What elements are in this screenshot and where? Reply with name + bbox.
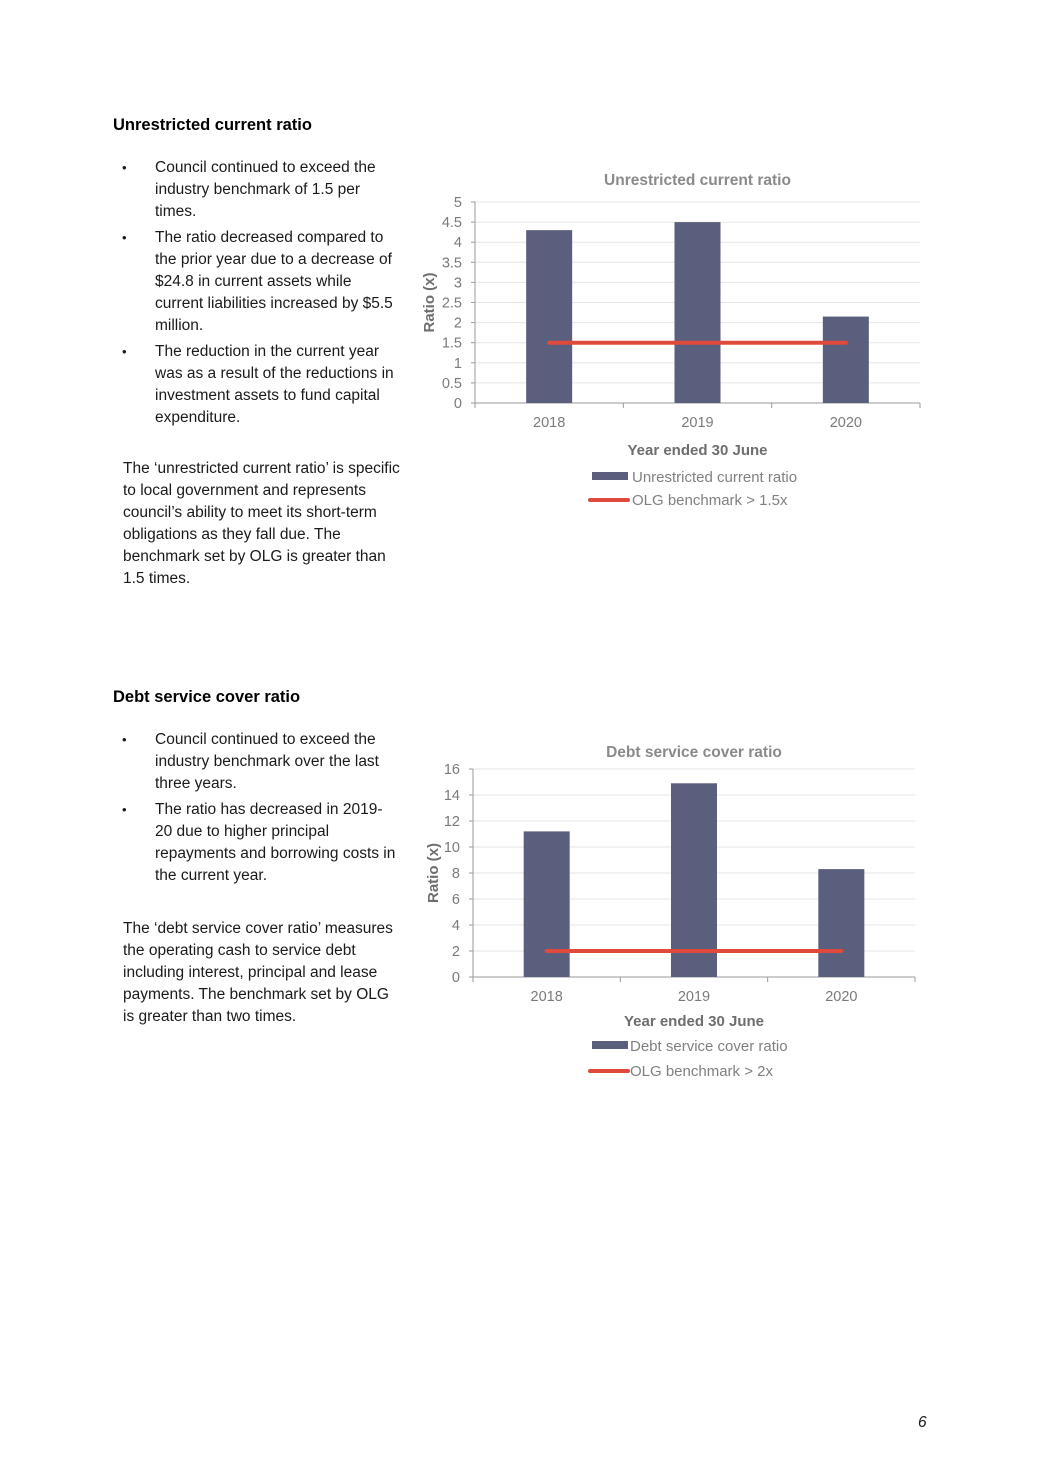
y-tick-label: 0 (453, 396, 462, 412)
y-tick-label: 2 (451, 944, 460, 960)
chart-title: Unrestricted current ratio (604, 172, 791, 189)
y-tick-label: 8 (451, 866, 460, 882)
y-tick-label: 4 (453, 235, 462, 252)
y-tick-label: 3 (453, 275, 462, 292)
y-tick-label: 0.5 (441, 375, 462, 392)
y-tick-label: 0 (451, 970, 460, 986)
legend-label: Unrestricted current ratio (632, 469, 798, 486)
x-tick-label: 2020 (829, 415, 862, 431)
legend-label: OLG benchmark > 1.5x (632, 492, 788, 509)
bullet-symbol: • (122, 732, 127, 747)
legend-bar-swatch (592, 1041, 628, 1049)
y-tick-label: 5 (453, 195, 462, 211)
bullet-text: The reduction in the current year was as a result of the reductions in investment assets to fund capital expenditure. (155, 343, 394, 426)
x-axis-label: Year ended 30 June (627, 442, 768, 459)
y-tick-label: 1 (453, 355, 462, 372)
section-heading: Debt service cover ratio (113, 688, 301, 706)
y-tick-label: 4 (451, 918, 460, 934)
y-axis-label: Ratio (x) (425, 843, 442, 903)
x-tick-label: 2018 (530, 989, 563, 1005)
y-tick-label: 4.5 (441, 215, 462, 232)
page-number: 6 (918, 1414, 927, 1431)
bullet-text: Council continued to exceed the industry benchmark over the last three years. (155, 731, 379, 792)
y-tick-label: 3.5 (441, 255, 462, 272)
y-tick-label: 2 (453, 315, 462, 332)
y-tick-label: 2.5 (441, 295, 462, 312)
bar (818, 869, 864, 977)
y-tick-label: 12 (443, 814, 460, 830)
bullet-text: Council continued to exceed the industry benchmark of 1.5 per times. (155, 159, 376, 220)
x-tick-label: 2020 (825, 989, 858, 1005)
x-tick-label: 2019 (681, 415, 714, 431)
bar (524, 831, 570, 977)
x-axis-label: Year ended 30 June (623, 1013, 765, 1030)
chart-title: Debt service cover ratio (606, 744, 782, 761)
bullet-symbol: • (122, 160, 127, 175)
y-tick-label: 16 (443, 762, 460, 778)
explanation-paragraph: The ‘debt service cover ratio’ measures the operating cash to service debt including interest, principal and lease payments. The benchmark set by OLG is greater than two times. (123, 920, 393, 1025)
bullet-symbol: • (122, 344, 127, 359)
section-heading: Unrestricted current ratio (113, 116, 312, 134)
bullet-text: The ratio has decreased in 2019-20 due to higher principal repayments and borrowing costs in the current year. (155, 801, 396, 884)
bar (671, 783, 717, 977)
legend-label: OLG benchmark > 2x (630, 1063, 773, 1080)
x-tick-label: 2019 (677, 989, 711, 1005)
x-tick-label: 2018 (533, 415, 566, 431)
legend-label: Debt service cover ratio (630, 1038, 788, 1055)
explanation-paragraph: The ‘unrestricted current ratio’ is specific to local government and represents council’s ability to meet its short-term obligations as they fall due. The benchmark set by OLG is greater than 1.5 times. (123, 460, 400, 587)
bullet-text: The ratio decreased compared to the prior year due to a decrease of $24.8 in current assets while current liabilities increased by $5.5 million. (155, 229, 393, 334)
y-tick-label: 1.5 (441, 335, 462, 352)
y-tick-label: 10 (443, 840, 460, 856)
bullet-symbol: • (122, 230, 127, 245)
y-tick-label: 6 (451, 892, 460, 908)
bullet-symbol: • (122, 802, 127, 817)
y-tick-label: 14 (443, 788, 460, 804)
y-axis-label: Ratio (x) (421, 272, 438, 333)
